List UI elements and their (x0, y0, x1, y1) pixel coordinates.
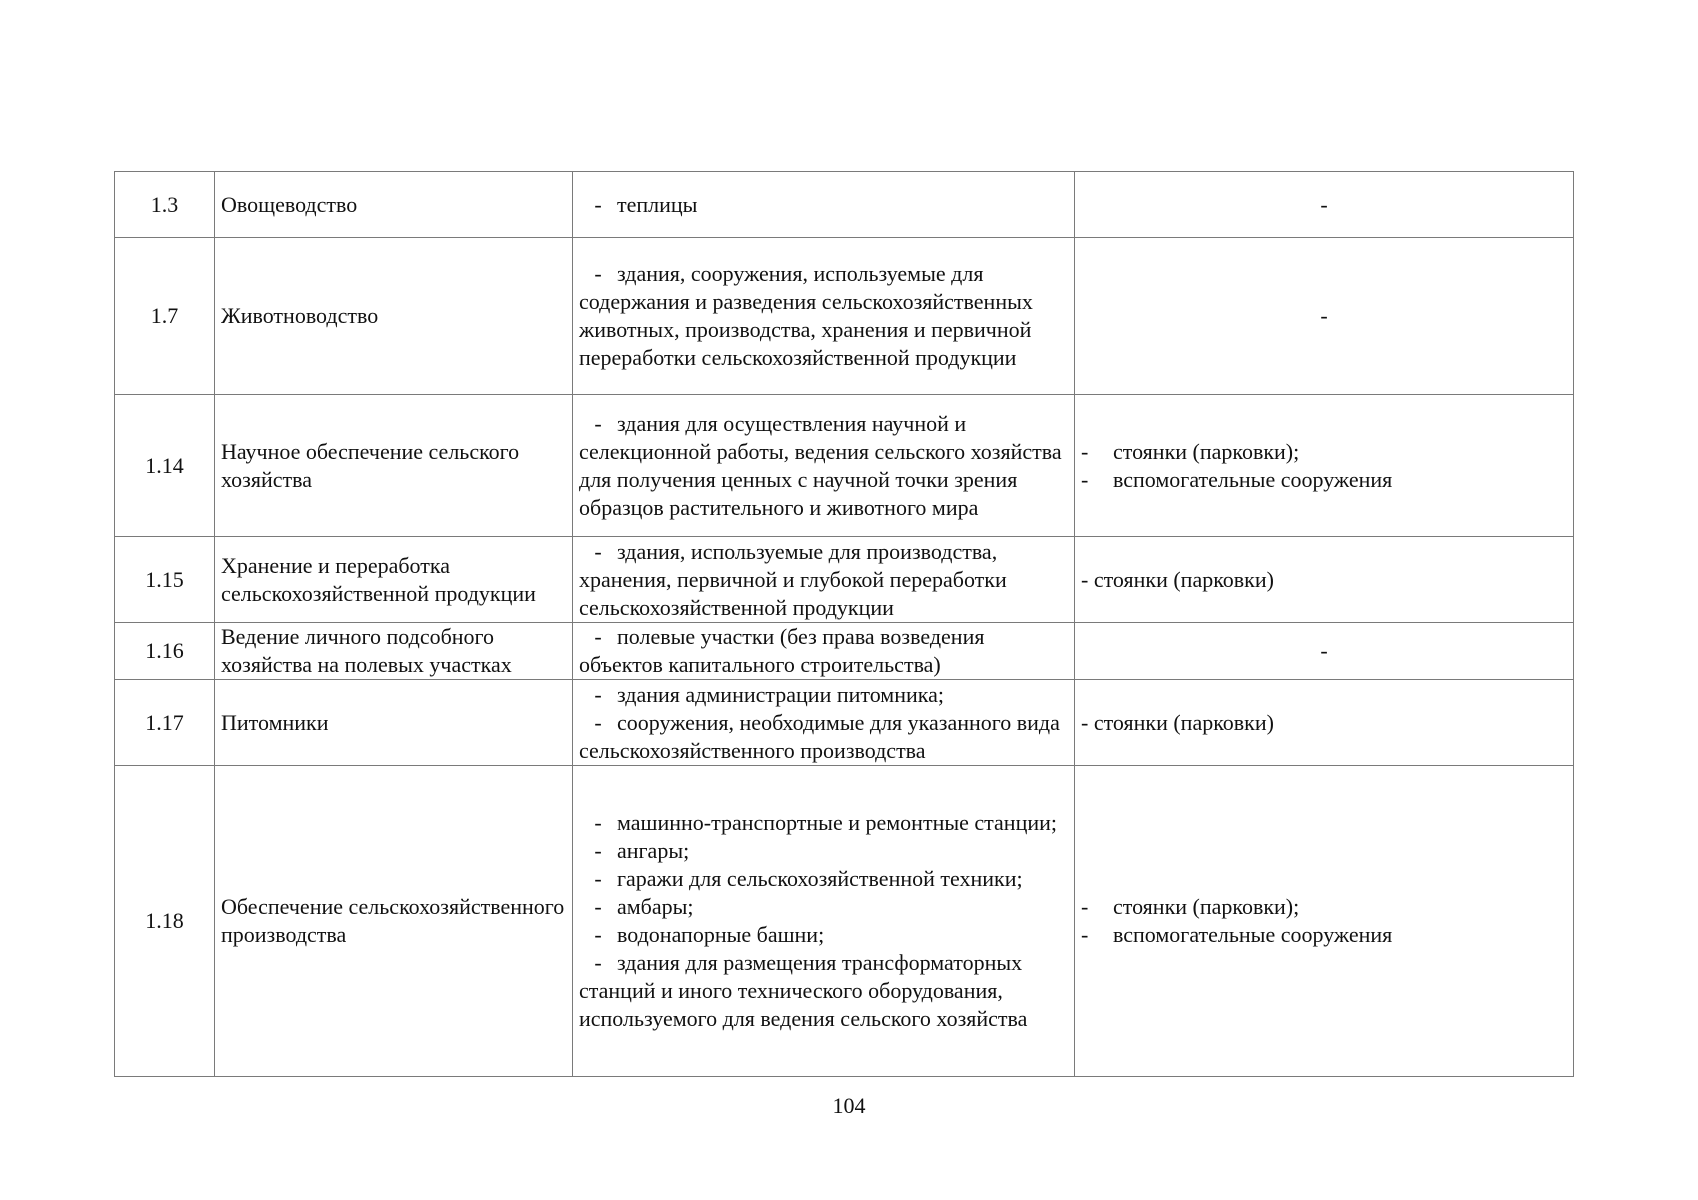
dash-bullet: - (594, 681, 602, 707)
dash-bullet: - (594, 538, 602, 564)
row-number: 1.7 (115, 238, 215, 395)
row-number: 1.16 (115, 623, 215, 680)
main-use-text: здания для осуществления научной и селекционной работы, ведения сельского хозяйства для получения ценных с научной точки зрения образцов растительного и животного мира (579, 410, 1062, 520)
main-use-item (579, 191, 1068, 219)
auxiliary-use-text: - стоянки (парковки) (1081, 709, 1274, 735)
dash-bullet: - (594, 838, 602, 863)
main-use-text: здания, используемые для производства, хранения, первичной и глубокой переработки сельскохозяйственной продукции (579, 538, 1007, 620)
row-number: 1.18 (115, 766, 215, 1077)
main-uses-cell (573, 172, 1075, 238)
use-type-name: Животноводство (215, 238, 573, 395)
main-use-item (579, 893, 1068, 921)
auxiliary-use-item (1081, 191, 1567, 219)
table-row (115, 766, 1574, 1077)
dash-bullet: - (594, 709, 602, 735)
main-uses-cell (573, 238, 1075, 395)
main-uses-cell (573, 623, 1075, 680)
use-type-name: Ведение личного подсобного хозяйства на полевых участках (215, 623, 573, 680)
row-number: 1.17 (115, 680, 215, 766)
main-use-item (579, 538, 1068, 622)
auxiliary-use-item (1081, 566, 1567, 594)
table-row (115, 623, 1574, 680)
auxiliary-use-text: - (1320, 638, 1328, 663)
auxiliary-use-text: - (1320, 303, 1328, 328)
main-use-text: здания, сооружения, используемые для содержания и разведения сельскохозяйственных животных, производства, хранения и первичной переработки сельскохозяйственной продукции (579, 261, 1033, 370)
auxiliary-uses-cell (1075, 238, 1574, 395)
row-number: 1.15 (115, 537, 215, 623)
auxiliary-use-item (1081, 302, 1567, 330)
main-use-text: машинно-транспортные и ремонтные станции; (617, 810, 1058, 835)
dash-bullet: - (1081, 466, 1089, 492)
main-use-item (579, 949, 1068, 1033)
auxiliary-uses-cell (1075, 623, 1574, 680)
auxiliary-use-item (1081, 438, 1567, 466)
main-use-item (579, 921, 1068, 949)
auxiliary-use-text: стоянки (парковки); (1113, 894, 1300, 919)
main-use-text: здания для размещения трансформаторных станций и иного технического оборудования, используемого для ведения сельского хозяйства (579, 950, 1028, 1031)
table-row (115, 172, 1574, 238)
use-type-name: Научное обеспечение сельского хозяйства (215, 395, 573, 537)
dash-bullet: - (594, 922, 602, 947)
auxiliary-uses-cell (1075, 766, 1574, 1077)
main-use-text: гаражи для сельскохозяйственной техники; (617, 866, 1023, 891)
main-use-text: сооружения, необходимые для указанного вида сельскохозяйственного производства (579, 709, 1060, 763)
dash-bullet: - (594, 191, 602, 217)
use-type-name: Питомники (215, 680, 573, 766)
table-row (115, 395, 1574, 537)
auxiliary-use-item (1081, 709, 1567, 737)
table-body (115, 172, 1574, 1077)
dash-bullet: - (594, 950, 602, 975)
main-uses-cell (573, 537, 1075, 623)
main-uses-cell (573, 680, 1075, 766)
dash-bullet: - (594, 810, 602, 835)
auxiliary-uses-cell (1075, 680, 1574, 766)
dash-bullet: - (1081, 922, 1089, 947)
auxiliary-use-text: - (1320, 191, 1328, 217)
dash-bullet: - (594, 894, 602, 919)
auxiliary-use-item (1081, 637, 1567, 665)
row-number: 1.3 (115, 172, 215, 238)
row-number: 1.14 (115, 395, 215, 537)
use-type-name: Хранение и переработка сельскохозяйственной продукции (215, 537, 573, 623)
main-uses-cell (573, 766, 1075, 1077)
main-use-text: здания администрации питомника; (617, 681, 945, 707)
auxiliary-use-item (1081, 466, 1567, 494)
auxiliary-use-item (1081, 921, 1567, 949)
auxiliary-use-text: вспомогательные сооружения (1113, 466, 1393, 492)
main-use-text: теплицы (617, 191, 698, 217)
dash-bullet: - (1081, 438, 1089, 464)
table-row (115, 680, 1574, 766)
auxiliary-use-item (1081, 893, 1567, 921)
page-number: 104 (832, 1093, 866, 1118)
main-use-item (579, 260, 1068, 372)
main-use-text: ангары; (617, 838, 690, 863)
main-use-item (579, 865, 1068, 893)
auxiliary-use-text: стоянки (парковки); (1113, 438, 1300, 464)
main-use-item (579, 837, 1068, 865)
dash-bullet: - (594, 866, 602, 891)
dash-bullet: - (594, 261, 602, 286)
auxiliary-use-text: вспомогательные сооружения (1113, 922, 1393, 947)
land-use-table (114, 171, 1574, 1077)
main-use-text: водонапорные башни; (617, 922, 825, 947)
auxiliary-uses-cell (1075, 395, 1574, 537)
main-use-item (579, 709, 1068, 765)
use-type-name: Овощеводство (215, 172, 573, 238)
main-use-item (579, 681, 1068, 709)
auxiliary-use-text: - стоянки (парковки) (1081, 566, 1274, 592)
main-use-text: полевые участки (без права возведения объектов капитального строительства) (579, 624, 985, 677)
main-use-text: амбары; (617, 894, 694, 919)
table-row (115, 537, 1574, 623)
use-type-name: Обеспечение сельскохозяйственного производства (215, 766, 573, 1077)
auxiliary-uses-cell (1075, 172, 1574, 238)
main-uses-cell (573, 395, 1075, 537)
main-use-item (579, 410, 1068, 522)
main-use-item (579, 623, 1068, 679)
dash-bullet: - (594, 624, 602, 649)
dash-bullet: - (1081, 894, 1089, 919)
table-row (115, 238, 1574, 395)
main-use-item (579, 809, 1068, 837)
dash-bullet: - (594, 410, 602, 436)
auxiliary-uses-cell (1075, 537, 1574, 623)
